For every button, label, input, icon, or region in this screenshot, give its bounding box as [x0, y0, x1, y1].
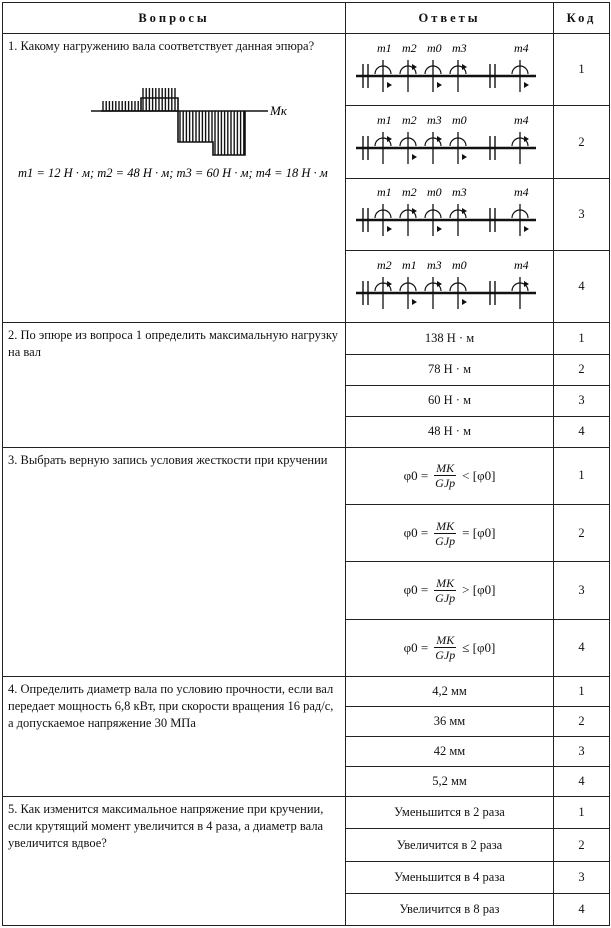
- q2-row-1: [3, 323, 610, 354]
- moment-arrow-icon: [412, 154, 417, 160]
- moment-arrow-icon: [387, 82, 392, 88]
- q3-formula-1: [404, 461, 496, 490]
- q4-row-1: [3, 676, 610, 706]
- formula-lhs: φ0 =: [403, 525, 429, 541]
- moment-label: m4: [513, 185, 529, 200]
- moment-arrow-icon: [524, 82, 529, 88]
- moment-label: m3: [426, 113, 442, 128]
- moment-label: m1: [376, 40, 392, 55]
- moment-label: m3: [451, 185, 467, 200]
- moment-label: m4: [513, 40, 529, 55]
- moment-label: m4: [513, 257, 529, 272]
- q1-text: 1. Какому нагружению вала соответствует данная эпюра?: [8, 39, 315, 54]
- q5-answer-1[interactable]: Уменьшится в 2 раза: [346, 797, 554, 829]
- moment-label: m2: [401, 113, 417, 128]
- formula-lhs: φ0 =: [403, 467, 429, 483]
- q3-code-2: 2: [554, 505, 610, 562]
- q4-code-4: 4: [554, 767, 610, 797]
- q4-answer-1[interactable]: 4,2 мм: [346, 676, 554, 706]
- moment-label: m0: [451, 257, 467, 272]
- formula-relation: > [φ0]: [462, 582, 496, 598]
- q4-question: 4. Определить диаметр вала по условию прочности, если вал передает мощность 6,8 кВт, при скорости вращения 16 рад/с, а допускаемое напряжение 30 МПа: [3, 676, 346, 797]
- q5-code-2: 2: [554, 829, 610, 861]
- answers-header: Ответы: [346, 3, 554, 34]
- q1-code-1: 1: [554, 34, 610, 106]
- formula-fraction: [433, 461, 457, 490]
- formula-numerator: MK: [436, 518, 455, 533]
- moment-label: m1: [376, 185, 392, 200]
- q5-question: 5. Как изменится максимальное напряжение при кручении, если крутящий момент увеличится в 4 раза, а диаметр вала увеличится вдвое?: [3, 797, 346, 926]
- moment-label: m2: [376, 257, 392, 272]
- formula-lhs: φ0 =: [403, 639, 429, 655]
- q5-answer-3[interactable]: Уменьшится в 4 раза: [346, 861, 554, 893]
- q3-answer-3[interactable]: [346, 562, 554, 619]
- q3-row-1: [3, 447, 610, 504]
- moment-label: m3: [451, 40, 467, 55]
- formula-relation: = [φ0]: [462, 525, 496, 541]
- moment-label: m2: [401, 40, 417, 55]
- q1-answer-2[interactable]: [346, 106, 554, 178]
- moment-arrow-icon: [412, 299, 417, 305]
- moment-arrow-icon: [462, 299, 467, 305]
- q1-load-values: m1 = 12 Н · м; m2 = 48 Н · м; m3 = 60 Н · м; m4 = 18 Н · м: [18, 166, 328, 180]
- formula-fraction: [433, 519, 457, 548]
- moment-label: m0: [451, 113, 467, 128]
- q1-row-1: [3, 34, 610, 106]
- moment-arrow-icon: [437, 82, 442, 88]
- q5-code-4: 4: [554, 893, 610, 925]
- formula-relation: < [φ0]: [462, 467, 496, 483]
- formula-relation: ≤ [φ0]: [462, 639, 496, 655]
- q4-code-1: 1: [554, 676, 610, 706]
- formula-denominator: GJp: [435, 533, 456, 548]
- q5-answer-4[interactable]: Увеличится в 8 раз: [346, 893, 554, 925]
- moment-arrow-icon: [387, 226, 392, 232]
- q3-formula-2: [404, 519, 496, 548]
- q4-answer-2[interactable]: 36 мм: [346, 706, 554, 736]
- q1-question: [3, 34, 346, 323]
- moment-label: m0: [426, 40, 442, 55]
- q1-code-3: 3: [554, 178, 610, 250]
- q2-code-3: 3: [554, 385, 610, 416]
- q2-answer-1[interactable]: 138 Н · м: [346, 323, 554, 354]
- moment-label: m4: [513, 113, 529, 128]
- formula-numerator: MK: [436, 461, 455, 476]
- q2-answer-2[interactable]: 78 Н · м: [346, 354, 554, 385]
- q2-code-1: 1: [554, 323, 610, 354]
- q2-answer-4[interactable]: 48 Н · м: [346, 416, 554, 447]
- test-table: [2, 2, 610, 926]
- q1-code-2: 2: [554, 106, 610, 178]
- q3-formula-3: [404, 576, 496, 605]
- q3-question: 3. Выбрать верную запись условия жесткости при кручении: [3, 447, 346, 676]
- q5-row-1: [3, 797, 610, 829]
- moment-label: m2: [401, 185, 417, 200]
- q5-code-3: 3: [554, 861, 610, 893]
- moment-label: m0: [426, 185, 442, 200]
- q3-code-4: 4: [554, 619, 610, 676]
- moment-arrow-icon: [462, 154, 467, 160]
- formula-fraction: [433, 576, 457, 605]
- q2-question: 2. По эпюре из вопроса 1 определить максимальную нагрузку на вал: [3, 323, 346, 448]
- formula-denominator: GJp: [435, 648, 456, 663]
- q3-code-3: 3: [554, 562, 610, 619]
- q3-code-1: 1: [554, 447, 610, 504]
- header-row: [3, 3, 610, 34]
- formula-numerator: MK: [436, 575, 455, 590]
- moment-label: m1: [376, 113, 392, 128]
- questions-header: Вопросы: [3, 3, 346, 34]
- q1-answer-1[interactable]: [346, 34, 554, 106]
- q5-answer-2[interactable]: Увеличится в 2 раза: [346, 829, 554, 861]
- formula-lhs: φ0 =: [403, 582, 429, 598]
- q1-answer-3[interactable]: [346, 178, 554, 250]
- formula-denominator: GJp: [435, 590, 456, 605]
- q2-code-4: 4: [554, 416, 610, 447]
- formula-numerator: MK: [436, 633, 455, 648]
- q5-code-1: 1: [554, 797, 610, 829]
- q3-answer-2[interactable]: [346, 505, 554, 562]
- formula-denominator: GJp: [435, 476, 456, 491]
- q2-answer-3[interactable]: 60 Н · м: [346, 385, 554, 416]
- q4-answer-4[interactable]: 5,2 мм: [346, 767, 554, 797]
- code-header: Код: [554, 3, 610, 34]
- formula-fraction: [433, 633, 457, 662]
- moment-label: m1: [401, 257, 417, 272]
- q2-code-2: 2: [554, 354, 610, 385]
- q4-answer-3[interactable]: 42 мм: [346, 737, 554, 767]
- q1-code-4: 4: [554, 251, 610, 323]
- q3-answer-1[interactable]: [346, 447, 554, 504]
- torque-diagram: [8, 75, 338, 185]
- torque-diagram-label: Mк: [270, 103, 287, 118]
- q4-code-2: 2: [554, 706, 610, 736]
- moment-label: m3: [426, 257, 442, 272]
- q1-answer-4[interactable]: [346, 251, 554, 323]
- moment-arrow-icon: [437, 226, 442, 232]
- q3-answer-4[interactable]: [346, 619, 554, 676]
- moment-arrow-icon: [524, 226, 529, 232]
- q3-formula-4: [404, 633, 496, 662]
- q4-code-3: 3: [554, 737, 610, 767]
